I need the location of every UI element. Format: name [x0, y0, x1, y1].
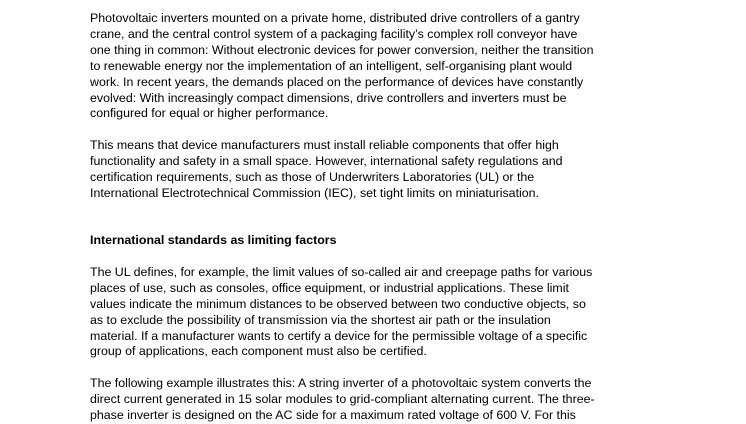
text-line: values indicate the minimum distances to be observed between two conductive objects, so: [90, 296, 586, 311]
text-line: as to exclude the possibility of transmission via the shortest air path or the insulation: [90, 312, 551, 327]
paragraph-spacer: [90, 360, 670, 376]
document-page: [90, 11, 670, 424]
text-line: The UL defines, for example, the limit values of so-called air and creepage paths for various: [90, 264, 593, 279]
text-line: crane, and the central control system of a packaging facility’s complex roll conveyor have: [90, 26, 578, 41]
text-line: The following example illustrates this: A string inverter of a photovoltaic system converts the: [90, 376, 592, 391]
section-heading: International standards as limiting factors: [90, 232, 337, 247]
text-line: certification requirements, such as those of Underwriters Laboratories (UL) or the: [90, 170, 535, 185]
paragraph-spacer: [90, 122, 670, 138]
example-paragraph: [90, 376, 670, 424]
text-line: phase inverter is designed on the AC side for a maximum rated voltage of 600 V. For this: [90, 408, 576, 423]
text-line: group of applications, each component must also be certified.: [90, 344, 427, 359]
text-line: evolved: With increasingly compact dimensions, drive controllers and inverters must be: [90, 90, 567, 105]
text-line: material. If a manufacturer wants to certify a device for the permissible voltage of a specific: [90, 328, 588, 343]
intro-paragraph: [90, 11, 670, 122]
paragraph-spacer: [90, 249, 670, 265]
text-line: one thing in common: Without electronic devices for power conversion, neither the transition: [90, 42, 594, 57]
text-line: work. In recent years, the demands placed on the performance of devices have constantly: [90, 74, 584, 89]
section-spacer: [90, 202, 670, 233]
text-line: configured for equal or higher performance.: [90, 106, 329, 121]
text-line: This means that device manufacturers must install reliable components that offer high: [90, 138, 559, 153]
text-line: Photovoltaic inverters mounted on a private home, distributed drive controllers of a gantry: [90, 11, 580, 25]
text-line: to renewable energy nor the implementation of an intelligent, self-organising plant would: [90, 58, 573, 73]
ul-definition-paragraph: [90, 265, 670, 360]
text-line: International Electrotechnical Commission (IEC), set tight limits on miniaturisation.: [90, 186, 539, 201]
text-line: functionality and safety in a small space. However, international safety regulations and: [90, 154, 563, 169]
manufacturers-paragraph: [90, 138, 670, 202]
text-line: places of use, such as consoles, office equipment, or industrial applications. These limit: [90, 280, 569, 295]
text-line: direct current generated in 15 solar modules to grid-compliant alternating current. The three-: [90, 392, 595, 407]
